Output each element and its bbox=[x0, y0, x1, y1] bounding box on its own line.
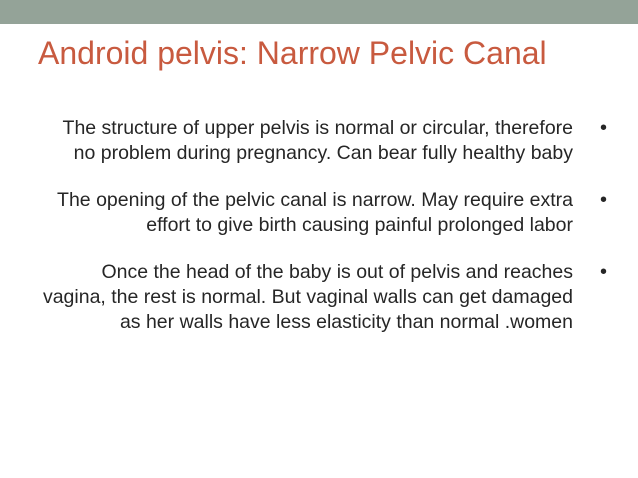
bullet-icon: • bbox=[599, 261, 607, 283]
bullet-list bbox=[40, 116, 615, 357]
bullet-item bbox=[40, 260, 615, 335]
bullet-text: Once the head of the baby is out of pelvis and reaches vagina, the rest is normal. But vaginal walls can get damaged as her walls have less elasticity than normal .women bbox=[42, 261, 573, 333]
bullet-icon: • bbox=[599, 189, 607, 211]
bullet-text: The structure of upper pelvis is normal or circular, therefore no problem during pregnancy. Can bear fully healthy baby bbox=[62, 117, 573, 164]
bullet-item bbox=[40, 116, 615, 166]
top-accent-band bbox=[0, 0, 638, 24]
bullet-item bbox=[40, 188, 615, 238]
bullet-text: The opening of the pelvic canal is narrow. May require extra effort to give birth causing painful prolonged labor bbox=[57, 189, 573, 236]
slide-title: Android pelvis: Narrow Pelvic Canal bbox=[38, 35, 547, 71]
bullet-icon: • bbox=[599, 117, 607, 139]
